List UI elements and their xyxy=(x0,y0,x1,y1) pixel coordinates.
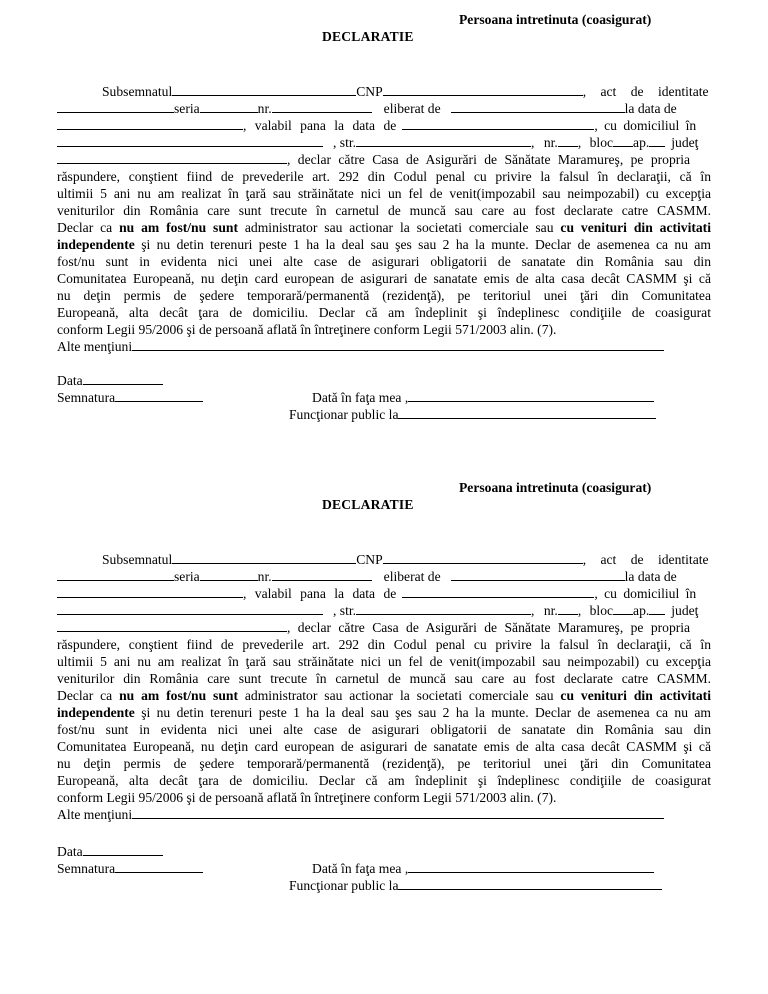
semnatura-line xyxy=(57,860,203,877)
functionar-label: Funcţionar public la xyxy=(289,407,399,422)
nr-field[interactable] xyxy=(272,568,372,581)
identity-line xyxy=(57,551,711,568)
body-line-4: Declar ca nu am fost/nu sunt administrator sau actionar la societati comerciale sau cu venituri din activitati xyxy=(57,688,711,703)
eliberat-label: eliberat de xyxy=(383,569,441,584)
subsemnatul-label: Subsemnatul xyxy=(102,552,173,567)
body-line-5: independente şi nu detin terenuri peste 1 ha la deal sau şes sau 2 ha la munte. Declar de asemenea ca nu am xyxy=(57,705,711,720)
street-field[interactable] xyxy=(356,602,531,615)
issue-date-field[interactable] xyxy=(57,117,243,130)
alte-mentiuni-field[interactable] xyxy=(132,806,664,819)
la-data-label: la data de xyxy=(624,569,677,584)
body-line-3: veniturilor din România care sunt trecute în carnetul de muncă sau care au fost declarate catre CASMM. xyxy=(57,671,711,686)
document-title: DECLARATIE xyxy=(322,497,414,512)
ap-label: ap. xyxy=(633,135,650,150)
valid-until-field[interactable] xyxy=(402,117,594,130)
number-field[interactable] xyxy=(558,134,578,147)
semnatura-label: Semnatura xyxy=(57,390,116,405)
county-line xyxy=(57,151,711,168)
functionar-field[interactable] xyxy=(398,406,656,419)
semnatura-field[interactable] xyxy=(115,389,203,402)
data-field[interactable] xyxy=(83,843,163,856)
cnp-field[interactable] xyxy=(383,551,583,564)
nr-label: nr. xyxy=(257,101,272,116)
ap-field[interactable] xyxy=(649,134,665,147)
domiciliu-label: , cu domiciliul în xyxy=(594,118,697,133)
act-label: , act de identitate xyxy=(582,552,709,567)
county-field[interactable] xyxy=(57,151,287,164)
seria-label: seria xyxy=(174,569,200,584)
ap-field[interactable] xyxy=(649,602,665,615)
cnp-label: CNP xyxy=(356,84,383,99)
data-label: Data xyxy=(57,844,83,859)
alte-mentiuni-label: Alte menţiuni xyxy=(57,807,133,822)
judet-label: judeţ xyxy=(671,603,699,618)
nr2-label: , nr. xyxy=(531,135,558,150)
valabil-label: , valabil pana la data de xyxy=(243,118,397,133)
street-field[interactable] xyxy=(356,134,531,147)
county-line xyxy=(57,619,711,636)
nr2-label: , nr. xyxy=(531,603,558,618)
body-line-6: fost/nu sunt in evidenta nici unei alte case de asigurari obligatorii de sanatate din România sau din xyxy=(57,722,711,737)
data-line xyxy=(57,843,163,860)
declaration-form-2 xyxy=(0,468,768,938)
functionar-line xyxy=(289,406,656,423)
body-line-1: răspundere, conştient fiind de prevederile art. 292 din Codul penal cu privire la falsul în declaraţii, că în xyxy=(57,637,711,652)
document-line xyxy=(57,100,711,117)
alte-mentiuni-line xyxy=(57,338,711,355)
number-field[interactable] xyxy=(558,602,578,615)
data-fata-field[interactable] xyxy=(408,860,654,873)
bloc-field[interactable] xyxy=(613,602,633,615)
address-line xyxy=(57,134,711,151)
la-data-label: la data de xyxy=(624,101,677,116)
data-fata-line xyxy=(312,389,654,406)
body-line-6: fost/nu sunt in evidenta nici unei alte case de asigurari obligatorii de sanatate din România sau din xyxy=(57,254,711,269)
data-fata-label: Dată în faţa mea , xyxy=(312,861,409,876)
semnatura-field[interactable] xyxy=(115,860,203,873)
seria-label: seria xyxy=(174,101,200,116)
validity-line xyxy=(57,117,711,134)
data-field[interactable] xyxy=(83,372,163,385)
nr-label: nr. xyxy=(257,569,272,584)
county-field[interactable] xyxy=(57,619,287,632)
bloc-label: , bloc xyxy=(577,135,614,150)
nr-field[interactable] xyxy=(272,100,372,113)
alte-mentiuni-line xyxy=(57,806,711,823)
address-line xyxy=(57,602,711,619)
eliberat-field[interactable] xyxy=(451,100,625,113)
semnatura-label: Semnatura xyxy=(57,861,116,876)
body-line-10: conform Legii 95/2006 şi de persoană aflată în întreţinere conform Legii 571/2003 alin. (7). xyxy=(57,790,557,805)
name-field[interactable] xyxy=(172,551,356,564)
domiciliu-label: , cu domiciliul în xyxy=(594,586,697,601)
cnp-label: CNP xyxy=(356,552,383,567)
eliberat-label: eliberat de xyxy=(383,101,441,116)
data-fata-label: Dată în faţa mea , xyxy=(312,390,409,405)
name-field[interactable] xyxy=(172,83,356,96)
body-line-7: Comunitatea Europeană, nu deţin card european de asigurari de sanatate emis de alta casa decât CASMM şi că xyxy=(57,271,711,286)
eliberat-field[interactable] xyxy=(451,568,625,581)
body-line-9: Europeană, alta decât ţara de domiciliu. Declar că am îndeplinit şi îndeplinesc condiţiile de coasigurat xyxy=(57,773,711,788)
body-line-10: conform Legii 95/2006 şi de persoană aflată în întreţinere conform Legii 571/2003 alin. (7). xyxy=(57,322,557,337)
str-label: , str. xyxy=(333,135,357,150)
valabil-label: , valabil pana la data de xyxy=(243,586,397,601)
data-line xyxy=(57,372,163,389)
locality-field[interactable] xyxy=(57,134,323,147)
identity-line xyxy=(57,83,711,100)
body-line-8: nu deţin permis de şedere temporară/permanentă (rezidenţă), pe teritoriul unei ţări din Comunitatea xyxy=(57,756,711,771)
bloc-field[interactable] xyxy=(613,134,633,147)
semnatura-line xyxy=(57,389,203,406)
role-heading: Persoana intretinuta (coasigurat) xyxy=(459,12,652,27)
declaration-form-1 xyxy=(0,0,768,470)
declar-label: , declar către Casa de Asigurări de Sănătate Maramureş, pe propria xyxy=(287,620,691,635)
body-line-8: nu deţin permis de şedere temporară/permanentă (rezidenţă), pe teritoriul unei ţări din Comunitatea xyxy=(57,288,711,303)
body-line-3: veniturilor din România care sunt trecute în carnetul de muncă sau care au fost declarate catre CASMM. xyxy=(57,203,711,218)
body-line-1: răspundere, conştient fiind de prevederile art. 292 din Codul penal cu privire la falsul în declaraţii, că în xyxy=(57,169,711,184)
body-line-7: Comunitatea Europeană, nu deţin card european de asigurari de sanatate emis de alta casa decât CASMM şi că xyxy=(57,739,711,754)
document-type-field[interactable] xyxy=(57,568,174,581)
data-label: Data xyxy=(57,373,83,388)
seria-field[interactable] xyxy=(200,568,258,581)
body-line-2: ultimii 5 ani nu am realizat în ţară sau străinătate nici un fel de venit(impozabil sau neimpozabil) cu excepţia xyxy=(57,654,711,669)
validity-line xyxy=(57,585,711,602)
body-line-9: Europeană, alta decât ţara de domiciliu. Declar că am îndeplinit şi îndeplinesc condiţiile de coasigurat xyxy=(57,305,711,320)
functionar-line xyxy=(289,877,662,894)
document-title: DECLARATIE xyxy=(322,29,414,44)
alte-mentiuni-label: Alte menţiuni xyxy=(57,339,133,354)
data-fata-field[interactable] xyxy=(408,389,654,402)
body-line-5: independente şi nu detin terenuri peste 1 ha la deal sau şes sau 2 ha la munte. Declar de asemenea ca nu am xyxy=(57,237,711,252)
alte-mentiuni-field[interactable] xyxy=(132,338,664,351)
document-type-field[interactable] xyxy=(57,100,174,113)
bloc-label: , bloc xyxy=(577,603,614,618)
document-line xyxy=(57,568,711,585)
subsemnatul-label: Subsemnatul xyxy=(102,84,173,99)
cnp-field[interactable] xyxy=(383,83,583,96)
functionar-label: Funcţionar public la xyxy=(289,878,399,893)
role-heading: Persoana intretinuta (coasigurat) xyxy=(459,480,652,495)
locality-field[interactable] xyxy=(57,602,323,615)
seria-field[interactable] xyxy=(200,100,258,113)
str-label: , str. xyxy=(333,603,357,618)
act-label: , act de identitate xyxy=(582,84,709,99)
declar-label: , declar către Casa de Asigurări de Sănătate Maramureş, pe propria xyxy=(287,152,691,167)
data-fata-line xyxy=(312,860,654,877)
judet-label: judeţ xyxy=(671,135,699,150)
body-line-2: ultimii 5 ani nu am realizat în ţară sau străinătate nici un fel de venit(impozabil sau neimpozabil) cu excepţia xyxy=(57,186,711,201)
body-line-4: Declar ca nu am fost/nu sunt administrator sau actionar la societati comerciale sau cu venituri din activitati xyxy=(57,220,711,235)
issue-date-field[interactable] xyxy=(57,585,243,598)
ap-label: ap. xyxy=(633,603,650,618)
valid-until-field[interactable] xyxy=(402,585,594,598)
functionar-field[interactable] xyxy=(398,877,662,890)
